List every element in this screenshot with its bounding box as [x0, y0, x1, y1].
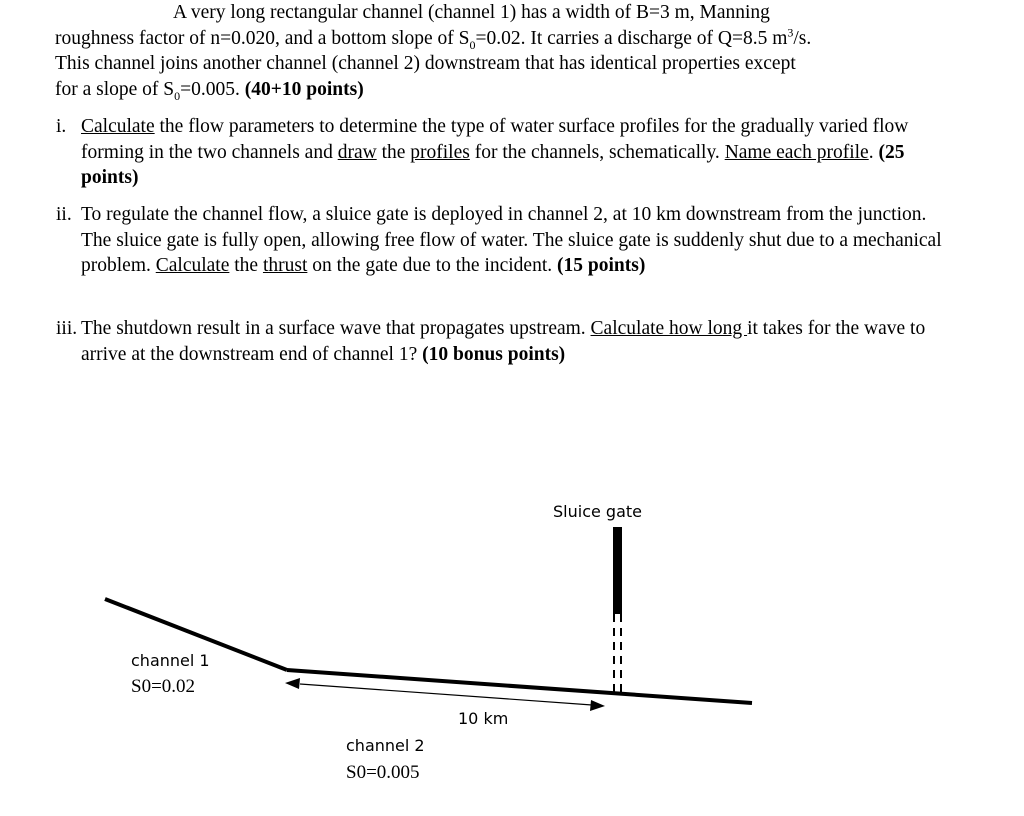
intro-line-4: for a slope of $S_0=0.005$. (40+10 points) [55, 78, 364, 103]
total-points: (40+10 points) [244, 78, 364, 100]
distance-arrow-left-head [285, 678, 300, 689]
channel-1-slope: S0=0.02 [131, 676, 196, 697]
channel-2-label: channel 2 [346, 736, 425, 755]
distance-arrow-right-head [590, 700, 605, 711]
intro-line-1: A very long rectangular channel (channel 1) has a width of B=3 m, Manning [173, 2, 770, 23]
intro-line-3: This channel joins another channel (channel 2) downstream that has identical properties except [55, 53, 796, 74]
channel-2-bed [287, 670, 752, 703]
item-number: ii. [56, 204, 72, 225]
sluice-gate [613, 527, 622, 614]
item-text: Calculate the flow parameters to determine the type of water surface profiles for the gradually varied flow forming in the two channels and draw the profiles for the channels, schematically. Name each profile. (25 points) [81, 116, 909, 188]
item-number: i. [56, 116, 67, 137]
item-points: (25 points) [81, 141, 905, 188]
channel-2-slope: S0=0.005 [346, 762, 420, 783]
item-text: To regulate the channel flow, a sluice gate is deployed in channel 2, at 10 km downstream from the junction. The sluice gate is fully open, allowing free flow of water. The sluice gate is suddenly shut due to a mechanical problem. Calculate the thrust on the gate due to the incident. (15 points) [81, 204, 942, 276]
item-number: iii. [56, 318, 78, 339]
item-text: The shutdown result in a surface wave that propagates upstream. Calculate how long it takes for the wave to arrive at the downstream end of channel 1? (10 bonus points) [81, 318, 926, 365]
distance-label: 10 km [458, 709, 509, 728]
sluice-gate-label: Sluice gate [553, 502, 642, 521]
intro-line-2: roughness factor of n=0.020, and a bottom slope of $S_0=0.02$. It carries a discharge of Q=8.5 $m^3/s$. [55, 25, 812, 52]
item-points: (15 points) [557, 255, 646, 276]
item-points: (10 bonus points) [422, 343, 566, 365]
channel-1-label: channel 1 [131, 651, 210, 670]
